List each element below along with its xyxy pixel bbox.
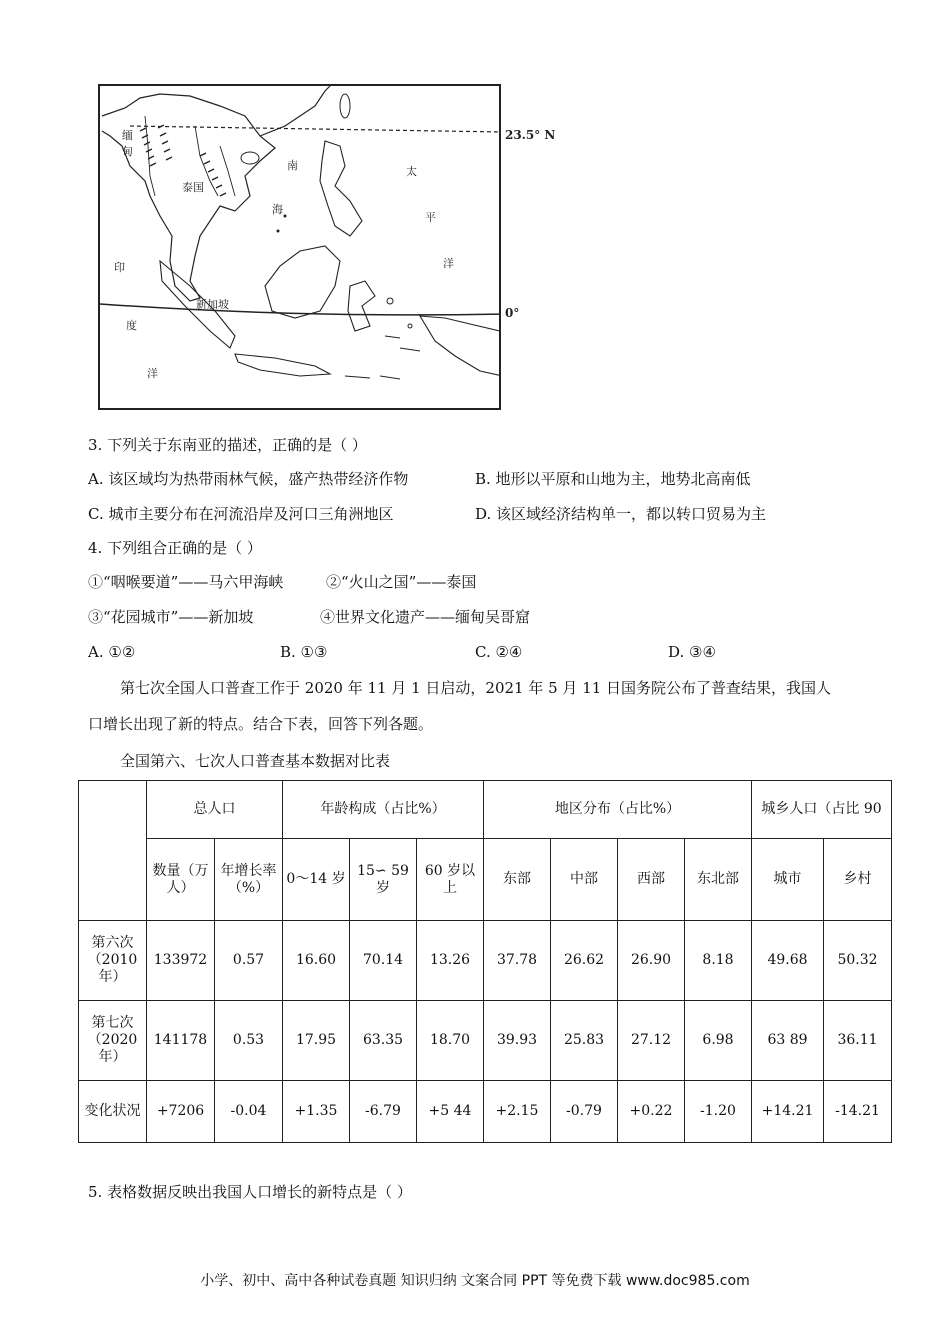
subheader-growth-rate: 年增长率（%）: [215, 839, 283, 921]
question-4-item-2: ②“火山之国”——泰国: [326, 573, 477, 591]
question-4-option-c: C. ②④: [475, 643, 523, 661]
row-label: 变化状况: [79, 1081, 147, 1143]
map-label-du: 度: [126, 319, 137, 332]
subheader-age-0-14: 0～14 岁: [283, 839, 350, 921]
map-label-tai: 太: [406, 165, 417, 178]
passage-line-1: 第七次全国人口普查工作于 2020 年 11 月 1 日启动，2021 年 5 月 11 日国务院公布了普查结果，我国人: [120, 679, 832, 697]
cell: 18.70: [417, 1001, 484, 1081]
cell: 26.62: [551, 921, 618, 1001]
java: [235, 354, 330, 376]
question-4-item-4: ④世界文化遗产——缅甸吴哥窟: [320, 608, 531, 626]
question-4-option-a: A. ①②: [88, 643, 136, 661]
cell: 50.32: [824, 921, 892, 1001]
tropic-of-cancer-line: [130, 126, 501, 132]
map-label-singapore: 新加坡: [196, 298, 229, 311]
philippines: [320, 141, 362, 236]
cell: +7206: [147, 1081, 215, 1143]
cell: 26.90: [618, 921, 685, 1001]
subheader-age-60-plus: 60 岁以上: [417, 839, 484, 921]
new-guinea: [420, 316, 501, 376]
question-3-option-b: B. 地形以平原和山地为主，地势北高南低: [475, 470, 751, 488]
passage-line-2: 口增长出现了新的特点。结合下表，回答下列各题。: [88, 715, 434, 733]
cell: 25.83: [551, 1001, 618, 1081]
row-label: 第七次（2020 年）: [79, 1001, 147, 1081]
cell: -0.79: [551, 1081, 618, 1143]
question-3-option-a: A. 该区域均为热带雨林气候，盛产热带经济作物: [88, 470, 409, 488]
table-corner-cell: [79, 781, 147, 921]
cell: 70.14: [350, 921, 417, 1001]
cell: 0.53: [215, 1001, 283, 1081]
cell: -1.20: [685, 1081, 752, 1143]
cell: -6.79: [350, 1081, 417, 1143]
cell: 49.68: [752, 921, 824, 1001]
cell: 36.11: [824, 1001, 892, 1081]
cell: 39.93: [484, 1001, 551, 1081]
mainland-coast: [102, 94, 275, 301]
tropic-label: 23.5° N: [505, 128, 556, 142]
question-3-option-d: D. 该区域经济结构单一，都以转口贸易为主: [475, 505, 767, 523]
cell: +14.21: [752, 1081, 824, 1143]
cell: 8.18: [685, 921, 752, 1001]
map-label-thailand: 泰国: [182, 181, 204, 194]
map-label-yin: 印: [114, 261, 125, 274]
header-urban-rural: 城乡人口（占比 90: [752, 781, 892, 839]
subheader-east: 东部: [484, 839, 551, 921]
subheader-rural: 乡村: [824, 839, 892, 921]
question-4-stem: 4. 下列组合正确的是（ ）: [88, 539, 262, 557]
map-label-myanmar-1: 缅: [122, 129, 133, 142]
question-4-item-1: ①“咽喉要道”——马六甲海峡: [88, 573, 284, 591]
cell: -14.21: [824, 1081, 892, 1143]
map-drawing: [100, 86, 501, 410]
map-label-hai: 海: [272, 203, 283, 216]
table-caption: 全国第六、七次人口普查基本数据对比表: [120, 752, 391, 770]
table-row: [79, 1081, 892, 1143]
census-comparison-table: [78, 780, 892, 1143]
cell: 13.26: [417, 921, 484, 1001]
cell: 63.35: [350, 1001, 417, 1081]
cell: +5 44: [417, 1081, 484, 1143]
subheader-city: 城市: [752, 839, 824, 921]
cell: -0.04: [215, 1081, 283, 1143]
borneo: [265, 246, 340, 318]
header-age-structure: 年龄构成（占比%）: [283, 781, 484, 839]
table-header-row-2: [79, 839, 892, 921]
cell: 133972: [147, 921, 215, 1001]
cell: 17.95: [283, 1001, 350, 1081]
cell: +2.15: [484, 1081, 551, 1143]
map-label-myanmar-2: 甸: [122, 145, 133, 158]
cell: 63 89: [752, 1001, 824, 1081]
table-row: [79, 921, 892, 1001]
question-4-option-d: D. ③④: [668, 643, 716, 661]
sulawesi: [348, 281, 375, 331]
cell: 6.98: [685, 1001, 752, 1081]
equator-line: [100, 304, 501, 315]
subheader-count: 数量（万人）: [147, 839, 215, 921]
cell: 141178: [147, 1001, 215, 1081]
question-5-stem: 5. 表格数据反映出我国人口增长的新特点是（ ）: [88, 1183, 412, 1201]
header-total-population: 总人口: [147, 781, 283, 839]
cell: 0.57: [215, 921, 283, 1001]
cell: 27.12: [618, 1001, 685, 1081]
map-label-nan: 南: [287, 159, 298, 172]
question-3-stem: 3. 下列关于东南亚的描述，正确的是（ ）: [88, 436, 367, 454]
map-label-yang2: 洋: [147, 367, 158, 380]
subheader-central: 中部: [551, 839, 618, 921]
cell: 37.78: [484, 921, 551, 1001]
cell: 16.60: [283, 921, 350, 1001]
cell: +1.35: [283, 1081, 350, 1143]
subheader-west: 西部: [618, 839, 685, 921]
question-3-option-c: C. 城市主要分布在河流沿岸及河口三角洲地区: [88, 505, 394, 523]
map-label-yang1: 洋: [443, 257, 454, 270]
map-label-ping: 平: [425, 211, 436, 224]
subheader-northeast: 东北部: [685, 839, 752, 921]
subheader-age-15-59: 15∽ 59 岁: [350, 839, 417, 921]
southeast-asia-map: [98, 84, 501, 410]
page-footer: 小学、初中、高中各种试卷真题 知识归纳 文案合同 PPT 等免费下载 www.doc985.com: [200, 1273, 750, 1289]
table-header-row-1: [79, 781, 892, 839]
question-4-option-b: B. ①③: [280, 643, 328, 661]
row-label: 第六次（2010 年）: [79, 921, 147, 1001]
header-regional-distribution: 地区分布（占比%）: [484, 781, 752, 839]
equator-label: 0°: [505, 306, 520, 320]
question-4-item-3: ③“花园城市”——新加坡: [88, 608, 254, 626]
table-row: [79, 1001, 892, 1081]
cell: +0.22: [618, 1081, 685, 1143]
